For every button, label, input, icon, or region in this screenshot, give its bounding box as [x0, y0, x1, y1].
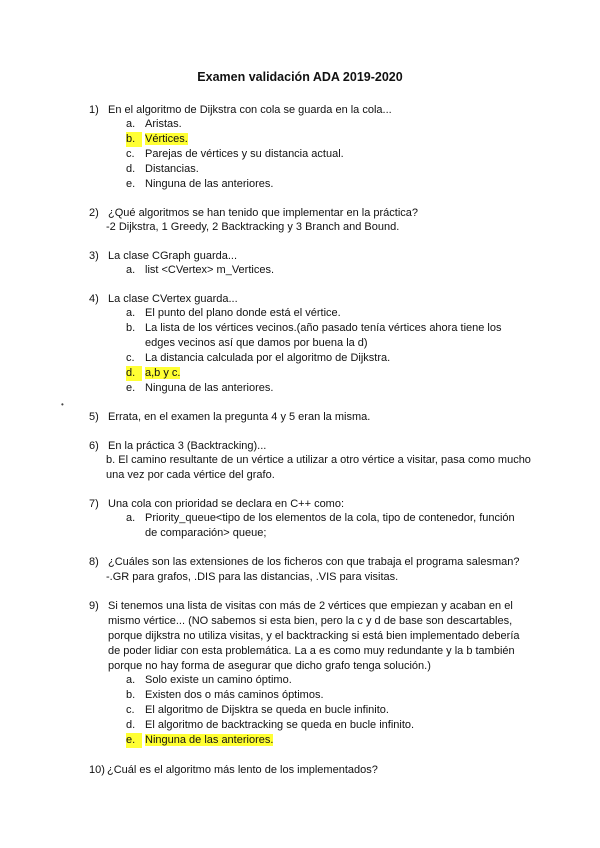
question-number: 2)	[89, 207, 99, 219]
option-text-highlighted: Vértices.	[145, 133, 188, 145]
document-title: Examen validación ADA 2019-2020	[197, 70, 403, 84]
option-text: Parejas de vértices y su distancia actual.	[145, 148, 344, 160]
option-text: Solo existe un camino óptimo.	[145, 674, 292, 686]
option-text-highlighted: a,b y c.	[145, 367, 181, 379]
question-number: 4)	[89, 293, 99, 305]
option-text: Existen dos o más caminos óptimos.	[145, 689, 324, 701]
option-letter: c.	[126, 352, 135, 364]
question-number: 6)	[89, 440, 99, 452]
question-number: 8)	[89, 556, 99, 568]
option-text: El algoritmo de backtracking se queda en bucle infinito.	[145, 719, 415, 731]
question-text: La clase CVertex guarda...	[108, 293, 238, 305]
option-text: Priority_queue<tipo de los elementos de la cola, tipo de contenedor, función de comparación> queue;	[145, 512, 515, 539]
question-number: 7)	[89, 498, 99, 510]
option-letter: a.	[126, 264, 136, 276]
option-letter: e.	[126, 382, 136, 394]
option-letter: d.	[126, 163, 136, 175]
question-text: Errata, en el examen la pregunta 4 y 5 eran la misma.	[108, 411, 371, 423]
option-text: La distancia calculada por el algoritmo de Dijkstra.	[145, 352, 391, 364]
option-letter: d.	[126, 366, 142, 381]
option-letter: a.	[126, 307, 136, 319]
option-text: Aristas.	[145, 118, 182, 130]
option-text: Ninguna de las anteriores.	[145, 178, 274, 190]
answer-8: -.GR para grafos, .DIS para las distancias, .VIS para visitas.	[106, 571, 399, 583]
option-text: Distancias.	[145, 163, 199, 175]
option-letter: e.	[126, 178, 136, 190]
question-number: 3)	[89, 250, 99, 262]
question-text: ¿Cuál es el algoritmo más lento de los implementados?	[107, 764, 378, 776]
option-letter: a.	[126, 512, 136, 524]
option-text: La lista de los vértices vecinos.(año pasado tenía vértices ahora tiene los edges vecinos así que damos por buena la d)	[145, 322, 502, 349]
option-letter: a.	[126, 674, 136, 686]
question-number: 1)	[89, 104, 99, 116]
option-letter: e.	[126, 733, 142, 748]
question-number: 5)	[89, 411, 99, 423]
option-text: El algoritmo de Dijsktra se queda en bucle infinito.	[145, 704, 389, 716]
option-letter: c.	[126, 704, 135, 716]
option-text: list <CVertex> m_Vertices.	[145, 264, 274, 276]
answer-2: -2 Dijkstra, 1 Greedy, 2 Backtracking y 3 Branch and Bound.	[106, 221, 400, 233]
answer-6: b. El camino resultante de un vértice a utilizar a otro vértice a visitar, pasa como mucho una vez por cada vértice del grafo.	[106, 454, 531, 481]
question-text: ¿Qué algoritmos se han tenido que implementar en la práctica?	[108, 207, 419, 219]
option-letter: a.	[126, 118, 136, 130]
option-text: Ninguna de las anteriores.	[145, 382, 274, 394]
question-text: En la práctica 3 (Backtracking)...	[108, 440, 267, 452]
question-text: Una cola con prioridad se declara en C++ como:	[108, 498, 345, 510]
question-text: La clase CGraph guarda...	[108, 250, 238, 262]
option-letter: b.	[126, 689, 136, 701]
question-text: Si tenemos una lista de visitas con más de 2 vértices que empiezan y acaban en el mismo vértice... (NO sabemos si esta bien, pero la c y d de base son descartables, porque dijkstra no utiliza visitas, y el backtracking si está bien implementado debería de poder lidiar con esta problemática. La a es como muy redundante y la b también porque no hay forma de asegurar que dicho grafo tenga solución.)	[108, 600, 520, 672]
option-text: El punto del plano donde está el vértice.	[145, 307, 341, 319]
question-number: 10)	[89, 764, 105, 776]
option-letter: c.	[126, 148, 135, 160]
question-text: ¿Cuáles son las extensiones de los ficheros con que trabaja el programa salesman?	[108, 556, 520, 568]
question-number: 9)	[89, 600, 99, 612]
option-letter: b.	[126, 322, 136, 334]
option-letter: b.	[126, 132, 142, 147]
question-text: En el algoritmo de Dijkstra con cola se guarda en la cola...	[108, 104, 392, 116]
option-letter: d.	[126, 719, 136, 731]
stray-mark: •	[61, 400, 64, 409]
option-text-highlighted: Ninguna de las anteriores.	[145, 734, 274, 746]
